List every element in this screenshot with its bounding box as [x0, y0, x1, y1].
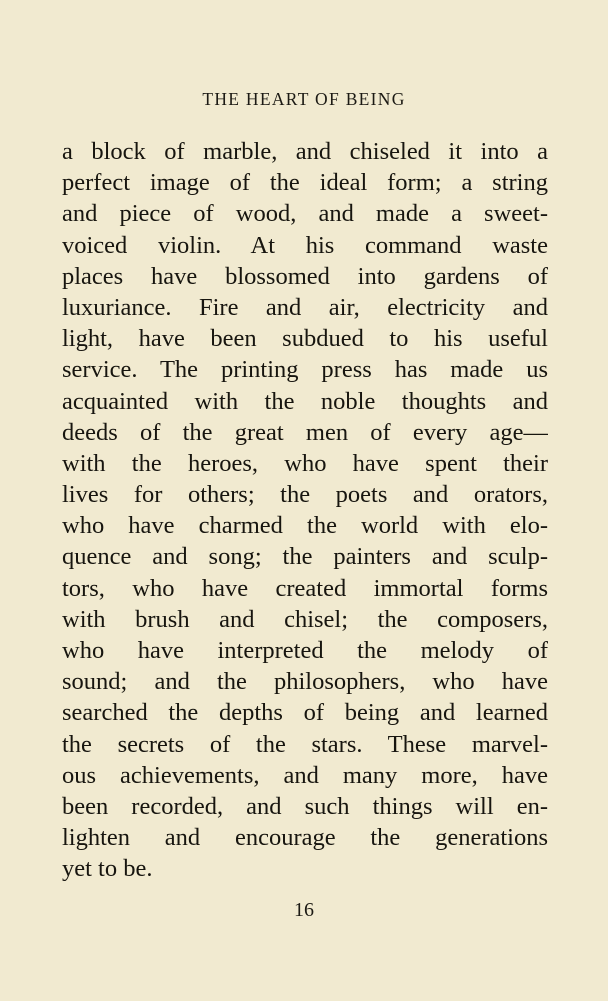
text-line: acquainted with the noble thoughts and	[62, 387, 548, 415]
text-line: quence and song; the painters and sculp-	[62, 543, 548, 571]
text-line: places have blossomed into gardens of	[62, 262, 548, 290]
text-line: deeds of the great men of every age—	[62, 418, 548, 446]
text-line: service. The printing press has made us	[62, 356, 548, 384]
text-line: been recorded, and such things will en-	[62, 792, 548, 820]
text-line: luxuriance. Fire and air, electricity and	[62, 293, 548, 321]
text-line: light, have been subdued to his useful	[62, 325, 548, 353]
text-line: who have charmed the world with elo-	[62, 512, 548, 540]
text-line: perfect image of the ideal form; a string	[62, 169, 548, 197]
body-text	[62, 136, 548, 885]
text-line: who have interpreted the melody of	[62, 637, 548, 664]
text-line: yet to be.	[62, 855, 153, 883]
text-line: sound; and the philosophers, who have	[62, 668, 548, 696]
text-line: voiced violin. At his command waste	[62, 231, 548, 259]
text-line: a block of marble, and chiseled it into a	[62, 138, 548, 165]
text-line: and piece of wood, and made a sweet-	[62, 200, 548, 228]
text-line: ous achievements, and many more, have	[62, 761, 548, 789]
text-line: the secrets of the stars. These marvel-	[62, 730, 548, 758]
running-head: THE HEART OF BEING	[202, 89, 406, 109]
text-line: with the heroes, who have spent their	[62, 449, 548, 477]
text-line: with brush and chisel; the composers,	[62, 605, 548, 633]
text-line: searched the depths of being and learned	[62, 699, 548, 727]
page-number: 16	[294, 899, 314, 921]
text-line: tors, who have created immortal forms	[62, 574, 548, 602]
text-line: lighten and encourage the generations	[62, 824, 548, 852]
text-line: lives for others; the poets and orators,	[62, 481, 548, 509]
